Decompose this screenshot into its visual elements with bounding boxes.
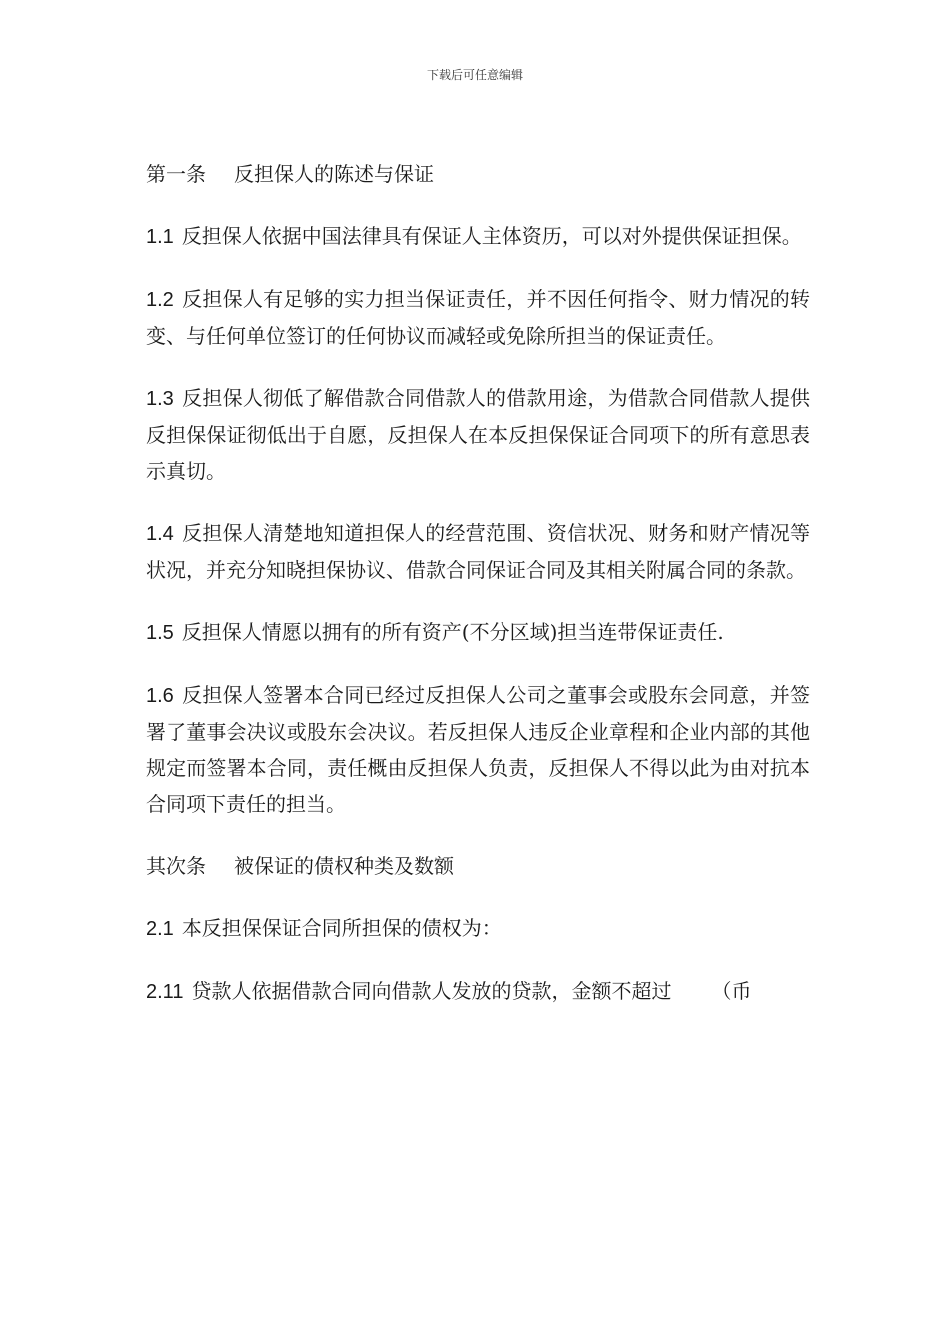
clause-text: 反担保人依据中国法律具有保证人主体资历，可以对外提供保证担保。 — [181, 224, 802, 248]
section-2-label: 其次条 — [146, 854, 206, 878]
clause-number: 1.2 — [146, 289, 174, 311]
clause-1-6 — [146, 677, 810, 822]
clause-1-3 — [146, 380, 810, 489]
document-body — [146, 156, 810, 1036]
clause-2-1 — [146, 910, 810, 947]
clause-1-4 — [146, 515, 810, 588]
clause-text: 反担保人情愿以拥有的所有资产(不分区域)担当连带保证责任. — [181, 620, 724, 644]
section-2-title: 被保证的债权种类及数额 — [234, 854, 454, 878]
clause-text: 反担保人有足够的实力担当保证责任，并不因任何指令、财力情况的转变、与任何单位签订的任何协议而减轻或免除所担当的保证责任。 — [146, 287, 810, 348]
clause-number: 1.1 — [146, 226, 174, 248]
clause-2-11 — [146, 973, 810, 1010]
clause-text-tail: （币 — [711, 979, 752, 1003]
clause-1-2 — [146, 281, 810, 354]
section-1-heading — [146, 156, 810, 192]
section-2-heading — [146, 848, 810, 884]
clause-text: 反担保人清楚地知道担保人的经营范围、资信状况、财务和财产情况等状况，并充分知晓担保协议、借款合同保证合同及其相关附属合同的条款。 — [146, 521, 810, 582]
section-1-label: 第一条 — [146, 162, 206, 186]
clause-text: 本反担保保证合同所担保的债权为： — [181, 916, 502, 940]
clause-number: 1.4 — [146, 523, 174, 545]
clause-text: 反担保人签署本合同已经过反担保人公司之董事会或股东会同意，并签署了董事会决议或股东会决议。若反担保人违反企业章程和企业内部的其他规定而签署本合同，责任概由反担保人负责，反担保人不得以此为由对抗本合同项下责任的担当。 — [146, 683, 810, 816]
clause-text: 反担保人彻低了解借款合同借款人的借款用途，为借款合同借款人提供反担保保证彻低出于自愿，反担保人在本反担保保证合同项下的所有意思表示真切。 — [146, 386, 810, 483]
clause-number: 2.11 — [146, 981, 184, 1003]
page-header-note: 下载后可任意编辑 — [426, 68, 523, 82]
clause-number: 1.6 — [146, 685, 174, 707]
clause-1-1 — [146, 218, 810, 255]
clause-number: 2.1 — [146, 918, 174, 940]
clause-number: 1.5 — [146, 622, 174, 644]
clause-1-5 — [146, 614, 810, 651]
section-1-title: 反担保人的陈述与保证 — [234, 162, 434, 186]
clause-text: 贷款人依据借款合同向借款人发放的贷款，金额不超过 — [191, 979, 672, 1003]
clause-number: 1.3 — [146, 388, 174, 410]
